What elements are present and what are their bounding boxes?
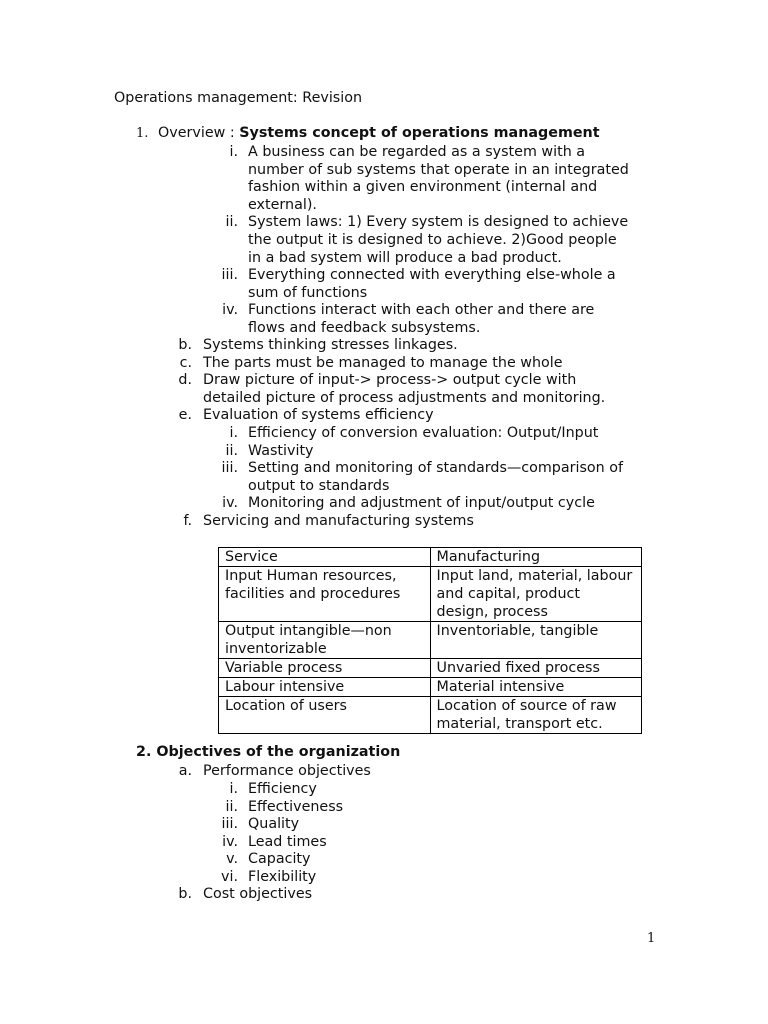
table-cell — [219, 678, 431, 697]
list-text-line: the output it is designed to achieve. 2)Good people — [248, 231, 617, 248]
table-cell — [430, 697, 642, 734]
list-marker: i. — [229, 144, 238, 160]
table-cell-line: design, process — [436, 604, 548, 620]
list-item — [0, 780, 768, 798]
table-row — [219, 622, 642, 659]
table-cell — [430, 659, 642, 678]
table-cell-line: Inventoriable, tangible — [436, 623, 599, 639]
table-cell — [219, 567, 431, 622]
list-text-line: in a bad system will produce a bad product. — [248, 249, 562, 266]
table-row — [219, 697, 642, 734]
list-marker: iii. — [221, 267, 238, 284]
list-text-line: detailed picture of process adjustments and monitoring. — [203, 389, 606, 406]
list-marker: iv. — [222, 302, 238, 319]
list-marker: b. — [178, 886, 192, 902]
list-item — [0, 494, 768, 512]
table-cell-line: Input Human resources, — [225, 568, 397, 584]
list-text: Cost objectives — [203, 886, 313, 902]
list-marker: e. — [178, 407, 192, 424]
list-text-line: Systems thinking stresses linkages. — [203, 337, 458, 353]
list-marker: b. — [178, 337, 192, 353]
list-text-line: The parts must be managed to manage the whole — [203, 354, 563, 371]
table-cell — [430, 622, 642, 659]
list-text-line: Functions interact with each other and there are — [248, 302, 595, 319]
table-cell-line: facilities and procedures — [225, 586, 401, 602]
list-text-line: Everything connected with everything else-whole a — [248, 267, 616, 284]
list-text-line: fashion within a given environment (internal and — [248, 179, 598, 196]
list-marker: a. — [178, 763, 192, 779]
list-item — [0, 868, 768, 886]
list-item — [0, 336, 768, 354]
table-header-row — [219, 548, 642, 567]
list-marker: d. — [178, 372, 192, 389]
list-marker: iii. — [221, 816, 238, 833]
table-cell-line: Material intensive — [436, 679, 565, 695]
list-marker: ii. — [225, 214, 238, 231]
table-cell-line: Location of users — [225, 698, 347, 714]
table-cell — [219, 622, 431, 659]
table-header-cell: Manufacturing — [430, 548, 642, 567]
list-text-line: A business can be regarded as a system with a — [248, 144, 586, 160]
list-item — [0, 442, 768, 460]
table-cell — [430, 678, 642, 697]
table-cell — [430, 567, 642, 622]
list-marker: iv. — [222, 833, 238, 850]
list-item — [0, 406, 768, 424]
table-cell-line: inventorizable — [225, 641, 327, 657]
list-text-line: Draw picture of input-> process-> output cycle with — [203, 372, 577, 389]
list-text: Performance objectives — [203, 763, 371, 779]
list-text-line: Wastivity — [248, 442, 314, 459]
list-text: Quality — [248, 816, 300, 833]
table-row — [219, 659, 642, 678]
list-marker: c. — [179, 354, 192, 371]
list-marker: ii. — [225, 798, 238, 815]
table-cell-line: Unvaried fixed process — [436, 660, 600, 676]
table-header-cell: Service — [219, 548, 431, 567]
list-text: Efficiency — [248, 781, 317, 797]
list-text: Lead times — [248, 833, 327, 850]
list-item — [0, 459, 768, 494]
table-cell-line: Labour intensive — [225, 679, 345, 695]
list-marker: iii. — [221, 460, 238, 477]
list-text-line: flows and feedback subsystems. — [248, 319, 481, 336]
list-text: Capacity — [248, 851, 311, 868]
list-text-line: Setting and monitoring of standards—comparison of — [248, 460, 624, 477]
table-cell-line: and capital, product — [436, 586, 581, 602]
list-marker: iv. — [222, 495, 238, 512]
list-marker: v. — [226, 851, 238, 868]
table-cell-line: Output intangible—non — [225, 623, 392, 639]
list-marker: f. — [183, 513, 192, 529]
list-marker: i. — [229, 425, 238, 441]
list-text-line: Monitoring and adjustment of input/output cycle — [248, 495, 595, 512]
list-text: Flexibility — [248, 869, 317, 885]
list-text-line: sum of functions — [248, 284, 368, 301]
page-title: Operations management: Revision — [114, 90, 363, 106]
section1-heading: Systems concept of operations management — [239, 125, 600, 141]
list-item — [0, 850, 768, 868]
list-text: Servicing and manufacturing systems — [203, 513, 474, 529]
section1-heading-line — [158, 125, 600, 141]
list-item — [0, 371, 768, 406]
list-text-line: output to standards — [248, 477, 390, 494]
table-cell — [219, 697, 431, 734]
list-marker: vi. — [221, 869, 238, 885]
list-text-line: Efficiency of conversion evaluation: Output/Input — [248, 425, 599, 441]
service-manufacturing-table — [218, 547, 642, 734]
list-item — [0, 266, 768, 301]
table-cell-line: Location of source of raw — [436, 698, 617, 714]
list-item — [0, 798, 768, 816]
section2-heading: 2. Objectives of the organization — [136, 744, 401, 760]
table-row — [219, 678, 642, 697]
page-number: 1 — [647, 931, 656, 946]
table-cell-line: material, transport etc. — [436, 716, 603, 732]
list-text-line: external). — [248, 196, 317, 213]
list-item — [0, 815, 768, 833]
section1-prefix: Overview : — [158, 125, 240, 141]
table-cell-line: Variable process — [225, 660, 343, 676]
list-item — [0, 213, 768, 266]
list-item — [0, 143, 768, 213]
list-marker: i. — [229, 781, 238, 797]
table-cell-line: Input land, material, labour — [436, 568, 633, 584]
list-item — [0, 424, 768, 442]
list-text-line: number of sub systems that operate in an integrated — [248, 161, 629, 178]
table-row — [219, 567, 642, 622]
table-cell — [219, 659, 431, 678]
list-text: Effectiveness — [248, 798, 344, 815]
section1-number: 1. — [136, 126, 149, 141]
list-item — [0, 833, 768, 851]
list-text-line: System laws: 1) Every system is designed to achieve — [248, 214, 629, 231]
list-text-line: Evaluation of systems efficiency — [203, 407, 434, 424]
list-item — [0, 301, 768, 336]
list-item — [0, 354, 768, 372]
list-marker: ii. — [225, 442, 238, 459]
